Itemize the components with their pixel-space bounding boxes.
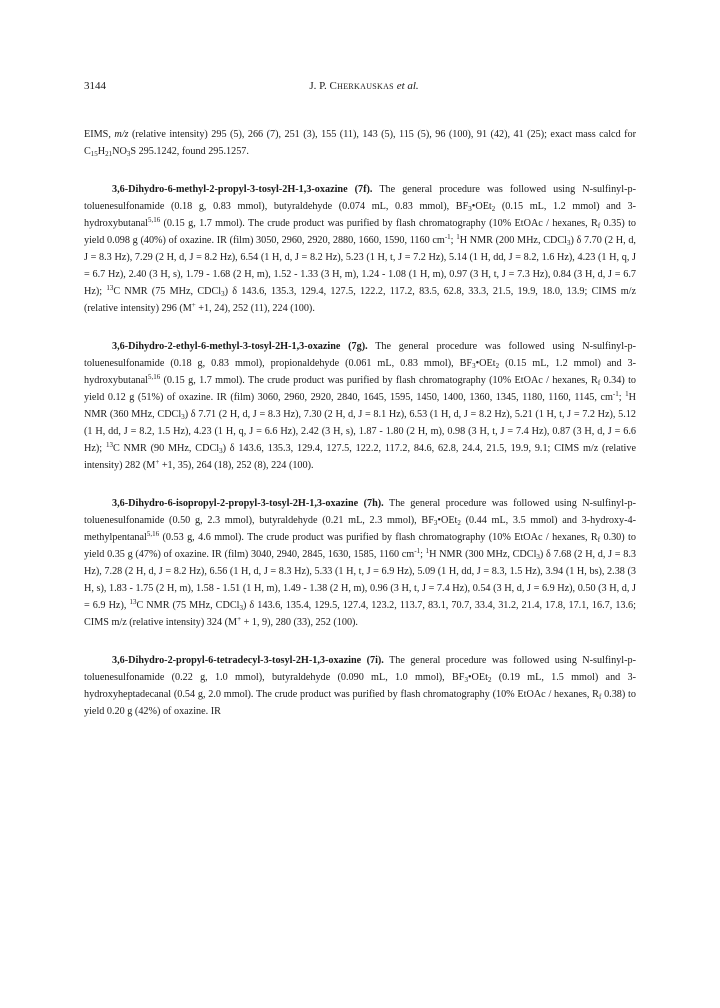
text: +1, 24), 252 (11), 224 (100). (195, 303, 315, 314)
superscript: 5,16 (147, 216, 161, 224)
superscript: 13 (129, 598, 137, 606)
text: •OEt (475, 358, 496, 369)
superscript: -1 (414, 547, 421, 555)
text: 0.30) to yield 0.35 g (47%) of oxazine. IR (film) 3040, 2940, 2845, 1630, 1585, 1160 cm (84, 532, 636, 560)
text-italic: m/z (114, 129, 129, 140)
subscript: 2 (457, 519, 461, 527)
superscript: -1 (612, 390, 619, 398)
text: H NMR (300 MHz, CDCl (429, 549, 537, 560)
text: •OEt (471, 201, 492, 212)
superscript: + (155, 458, 160, 466)
subscript: 21 (105, 150, 113, 158)
subscript: 3 (472, 362, 476, 370)
text: H NMR (200 MHz, CDCl (459, 235, 567, 246)
subscript: 2 (491, 205, 496, 213)
paragraph-7i (84, 652, 636, 720)
text: ) δ 143.6, 135.4, 129.5, 127.4, 123.2, 113.7, 83.1, 70.7, 33.4, 31.2, 21.4, 17.8, 17.1, 16.7, 13.6; CIMS m/z (relative intensity) 324 (M (84, 600, 636, 628)
superscript: 5,16 (147, 373, 161, 381)
text: + 1, 9), 280 (33), 252 (100). (241, 617, 358, 628)
superscript: 1 (425, 547, 430, 555)
text: The general procedure was followed using N-sulfinyl-p-toluenesulfonamide (0.18 g, 0.83 mmol), propionaldehyde (0.061 mL, 0.83 mmol), BF (84, 341, 636, 369)
running-title (84, 80, 644, 92)
text: ; (450, 235, 457, 246)
superscript: 13 (106, 284, 114, 292)
running-head (84, 80, 644, 96)
text: EIMS, (84, 129, 115, 140)
subscript: 3 (468, 205, 472, 213)
text: ; (618, 392, 626, 403)
subscript: f (598, 693, 602, 701)
subscript: 3 (464, 676, 468, 684)
subscript: 3 (536, 553, 540, 561)
paragraph-7h (84, 495, 636, 631)
text: (0.15 g, 1.7 mmol). The crude product was purified by flash chromatography (10% EtOAc / hexanes, R (160, 218, 598, 229)
subscript: 3 (433, 519, 438, 527)
compound-title: 3,6-Dihydro-2-ethyl-6-methyl-3-tosyl-2H-1,3-oxazine (7g). (112, 341, 368, 352)
text: H (97, 146, 106, 157)
text: +1, 35), 264 (18), 252 (8), 224 (100). (159, 460, 314, 471)
text: C NMR (90 MHz, CDCl (112, 443, 220, 454)
subscript: 3 (219, 447, 223, 455)
text: (relative intensity) 295 (5), 266 (7), 251 (3), 155 (11), 143 (5), 115 (5), 96 (100), 91 (42), 41 (25); exact mass calcd for C (84, 129, 636, 157)
paragraph-eims (84, 126, 636, 160)
text: (0.19 mL, 1.5 mmol) and 3-hydroxyheptadecanal (0.54 g, 2.0 mmol). The crude product was purified by flash chromatography (10% EtOAc / hexanes, R (84, 672, 637, 700)
author-surname: Cherkauskas (329, 80, 394, 92)
text: S 295.1242, found 295.1257. (130, 146, 249, 157)
superscript: + (191, 301, 196, 309)
subscript: 3 (239, 604, 243, 612)
text: The general procedure was followed using N-sulfinyl-p-toluenesulfonamide (0.50 g, 2.3 mmol), butyraldehyde (0.21 mL, 2.3 mmol), BF (84, 498, 636, 526)
author-prefix: J. P. (309, 80, 330, 92)
text: NO (112, 146, 127, 157)
subscript: f (597, 222, 601, 230)
text: (0.44 mL, 3.5 mmol) and 3-hydroxy-4-methylpentanal (84, 515, 637, 543)
text: C NMR (75 MHz, CDCl (113, 286, 222, 297)
text: H NMR (360 MHz, CDCl (84, 392, 636, 420)
superscript: 5,16 (146, 530, 160, 538)
text: ) δ 7.68 (2 H, d, J = 8.3 Hz), 7.28 (2 H, d, J = 8.2 Hz), 6.56 (1 H, d, J = 8.3 Hz), 5.33 (1 H, t, J = 6.9 Hz), 5.09 (1 H, dd, J = 8.3, 1.5 Hz), 3.94 (1 H, bs), 2.38 (3 H, s), 1.83 - 1.75 (2 H, m), 1.58 - 1.51 (1 H, m), 1.49 - 1.38 (2 H, m), 0.96 (3 H, t, J = 7.4 Hz), 0.54 (3 H, d, J = 6.9 Hz), 0.50 (3 H, d, J = 6.9 Hz), (84, 549, 636, 611)
compound-title: 3,6-Dihydro-6-isopropyl-2-propyl-3-tosyl-2H-1,3-oxazine (7h). (112, 498, 384, 509)
superscript: -1 (444, 233, 451, 241)
subscript: 3 (181, 413, 185, 421)
superscript: + (237, 615, 242, 623)
text: 0.38) to yield 0.20 g (42%) of oxazine. IR (84, 689, 636, 717)
text: ) δ 7.71 (2 H, d, J = 8.3 Hz), 7.30 (2 H, d, J = 8.1 Hz), 6.53 (1 H, d, J = 8.2 Hz), 5.21 (1 H, t, J = 7.2 Hz), 5.12 (1 H, dd, J = 8.2, 1.5 Hz), 4.23 (1 H, q, J = 6.6 Hz), 2.42 (3 H, s), 1.87 - 1.80 (2 H, m), 0.98 (3 H, t, J = 7.4 Hz), 0.87 (3 H, d, J = 6.6 Hz); (84, 409, 636, 454)
superscript: 13 (105, 441, 113, 449)
compound-title: 3,6-Dihydro-6-methyl-2-propyl-3-tosyl-2H-1,3-oxazine (7f). (112, 184, 373, 195)
text: (0.53 g, 4.6 mmol). The crude product was purified by flash chromatography (10% EtOAc / hexanes, R (159, 532, 598, 543)
text: (0.15 mL, 1.2 mmol) and 3-hydroxybutanal (84, 358, 637, 386)
subscript: 2 (495, 362, 500, 370)
superscript: 1 (625, 390, 629, 398)
text: 0.35) to yield 0.098 g (40%) of oxazine. IR (film) 3050, 2960, 2920, 2880, 1660, 1590, 1160 cm (84, 218, 636, 246)
author-suffix: et al. (393, 80, 419, 92)
superscript: 1 (456, 233, 460, 241)
text: C NMR (75 MHz, CDCl (136, 600, 240, 611)
text: The general procedure was followed using N-sulfinyl-p-toluenesulfonamide (0.18 g, 0.83 mmol), butyraldehyde (0.074 mL, 0.83 mmol), BF (84, 184, 636, 212)
paragraph-7f (84, 181, 636, 317)
text: ; (420, 549, 426, 560)
subscript: 3 (221, 290, 225, 298)
article-body (84, 126, 636, 741)
text: ) δ 143.6, 135.3, 129.4, 127.5, 122.2, 117.2, 83.5, 62.8, 33.3, 21.5, 19.9, 18.0, 13.9; CIMS m/z (relative intensity) 296 (M (84, 286, 636, 314)
text: ) δ 7.70 (2 H, d, J = 8.3 Hz), 7.29 (2 H, d, J = 8.2 Hz), 6.54 (1 H, d, J = 8.2 Hz), 5.23 (1 H, t, J = 7.2 Hz), 5.14 (1 H, dd, J = 8.2, 1.6 Hz), 4.23 (1 H, q, J = 6.7 Hz), 2.40 (3 H, s), 1.79 - 1.68 (2 H, m), 1.52 - 1.33 (3 H, m), 1.24 - 1.08 (1 H, m), 0.97 (3 H, t, J = 7.3 Hz), 0.84 (3 H, d, J = 6.7 Hz); (84, 235, 636, 297)
subscript: f (597, 536, 601, 544)
paragraph-7g (84, 338, 636, 474)
page-number: 3144 (84, 80, 106, 92)
text: The general procedure was followed using N-sulfinyl-p-toluenesulfonamide (0.22 g, 1.0 mmol), butyraldehyde (0.090 mL, 1.0 mmol), BF (84, 655, 637, 683)
text: •OEt (437, 515, 458, 526)
subscript: 3 (126, 150, 131, 158)
subscript: 2 (487, 676, 492, 684)
text: ) δ 143.6, 135.3, 129.4, 127.5, 122.2, 117.2, 84.6, 62.8, 24.4, 21.5, 19.9, 9.1; CIMS m/z (relative intensity) 282 (M (84, 443, 636, 471)
subscript: f (597, 379, 601, 387)
text: •OEt (467, 672, 488, 683)
text: 0.34) to yield 0.12 g (51%) of oxazine. IR (film) 3060, 2960, 2920, 2840, 1645, 1595, 1450, 1400, 1360, 1345, 1180, 1160, 1145, cm (84, 375, 636, 403)
text: (0.15 mL, 1.2 mmol) and 3-hydroxybutanal (84, 201, 636, 229)
text: (0.15 g, 1.7 mmol). The crude product was purified by flash chromatography (10% EtOAc / hexanes, R (160, 375, 598, 386)
subscript: 15 (90, 150, 98, 158)
subscript: 3 (566, 239, 571, 247)
compound-title: 3,6-Dihydro-2-propyl-6-tetradecyl-3-tosyl-2H-1,3-oxazine (7i). (112, 655, 384, 666)
